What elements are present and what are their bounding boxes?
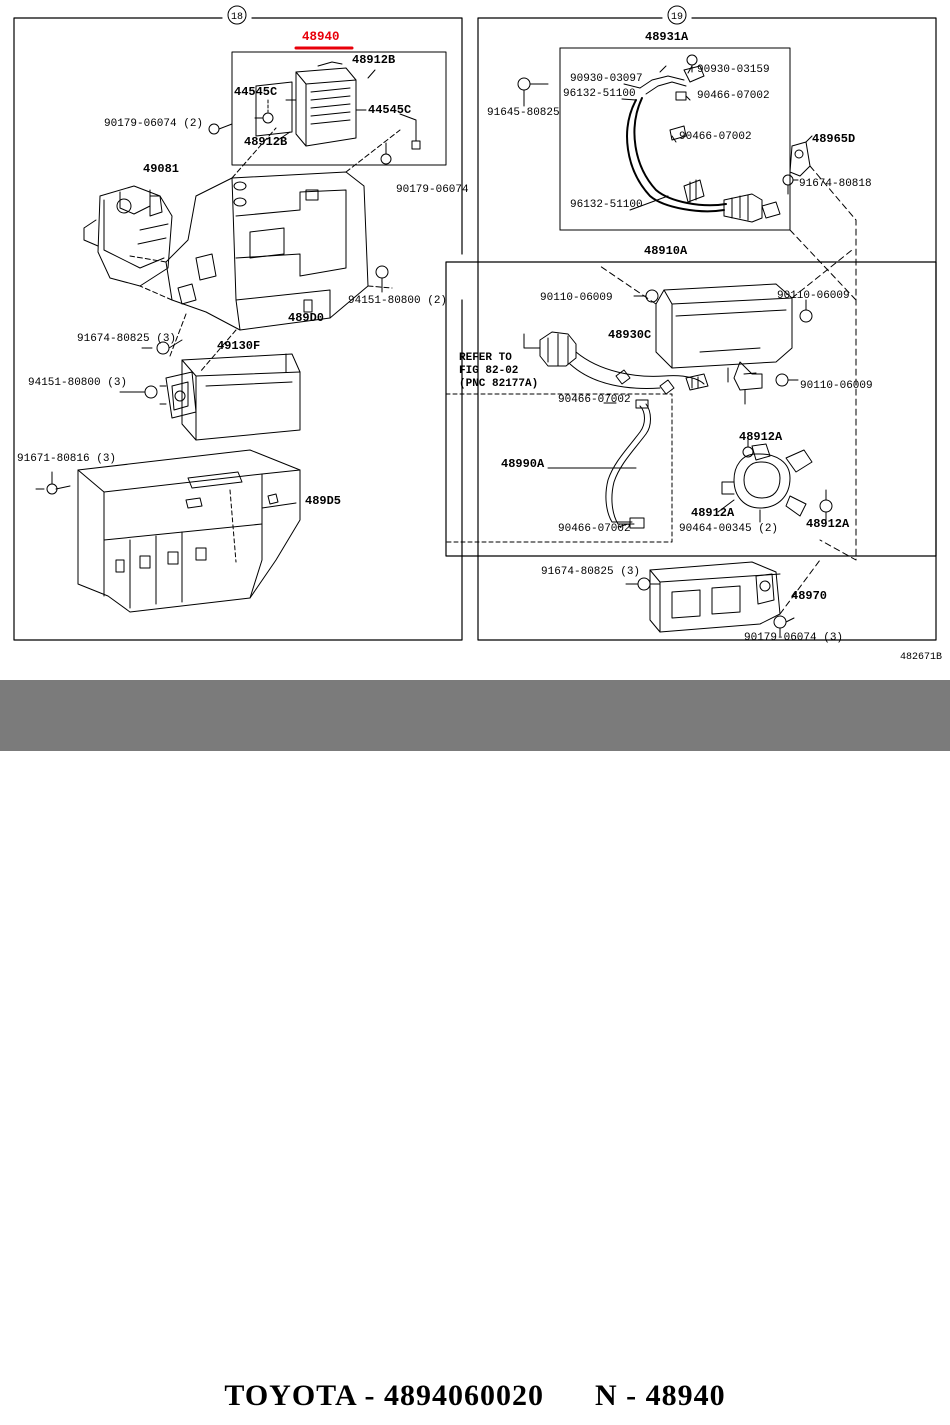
label-90110-06009-lower: 90110-06009 [800,380,873,392]
pnc-number: 48940 [645,1378,726,1412]
brand-name: TOYOTA [224,1378,356,1412]
label-48930c: 48930C [608,328,652,342]
label-49081: 49081 [143,162,180,176]
label-91671-80816-3: 91671-80816 (3) [17,453,117,465]
label-48910a: 48910A [644,244,688,258]
part-number: 4894060020 [383,1378,544,1412]
footer-part-line [224,1379,725,1413]
reference-note-line1: REFER TO [459,352,512,364]
reference-note-line2: FIG 82-02 [459,365,519,377]
label-489d5: 489D5 [305,494,342,508]
label-49130f: 49130F [217,339,261,353]
label-48912a-top: 48912A [739,430,783,444]
label-48912b-top: 48912B [352,53,396,67]
reference-note-line3: (PNC 82177A) [459,378,539,390]
label-96132-51100-top: 96132-51100 [563,88,636,100]
label-90466-07002-top: 90466-07002 [697,90,770,102]
svg-text:19: 19 [670,12,684,23]
label-90930-03159: 90930-03159 [697,64,770,76]
label-91674-80825-3a: 91674-80825 (3) [77,333,177,345]
label-90464-00345-2: 90464-00345 (2) [679,523,779,535]
footer-dash-1: - [364,1378,376,1412]
footer-plate [145,1366,805,1425]
label-489d0: 489D0 [288,311,325,325]
label-90930-03097: 90930-03097 [570,73,643,85]
label-91674-80818: 91674-80818 [799,178,872,190]
sheet-code: 482671B [899,652,942,663]
label-90110-06009-left: 90110-06009 [540,292,613,304]
label-94151-80800-2: 94151-80800 (2) [348,295,448,307]
label-91674-80825-3b: 91674-80825 (3) [541,566,641,578]
label-48990a: 48990A [501,457,545,471]
part-qualifier: N [594,1378,618,1412]
label-90110-06009-right: 90110-06009 [777,290,850,302]
footer-bar [0,680,950,1412]
label-44545c-left: 44545C [234,85,278,99]
label-90466-07002-upper: 90466-07002 [558,394,631,406]
label-48940-highlight: 48940 [302,30,340,44]
label-48970: 48970 [791,589,828,603]
label-96132-51100-bottom: 96132-51100 [570,199,643,211]
label-48912a-left: 48912A [691,506,735,520]
label-90466-07002-mid: 90466-07002 [679,131,752,143]
label-91645-80825: 91645-80825 [487,107,560,119]
label-48912a-right: 48912A [806,517,850,531]
label-44545c-right: 44545C [368,103,412,117]
label-48965d: 48965D [812,132,856,146]
label-48912b-bottom: 48912B [244,135,288,149]
svg-text:18: 18 [230,12,244,23]
footer-dash-2: - [626,1378,638,1412]
reference-note [459,352,538,391]
label-90179-06074-2: 90179-06074 (2) [104,118,204,130]
label-90179-06074-3: 90179-06074 (3) [744,632,844,644]
label-48931a: 48931A [645,30,689,44]
label-94151-80800-3: 94151-80800 (3) [28,377,128,389]
label-90466-07002-lower: 90466-07002 [558,523,631,535]
label-90179-06074: 90179-06074 [396,184,469,196]
